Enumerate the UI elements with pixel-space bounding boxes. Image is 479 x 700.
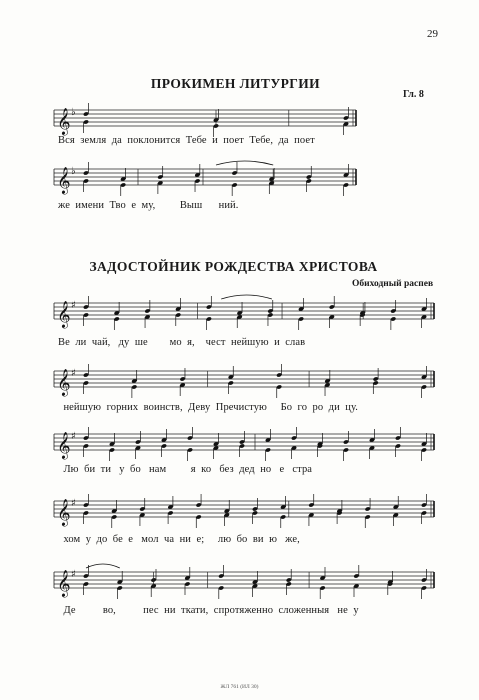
lyric-line-6: хом у до бе е мол ча ни е; лю бо ви ю же, [58,534,300,545]
svg-text:♯: ♯ [71,367,76,379]
svg-text:♯: ♯ [71,497,76,509]
lyric-line-7: Де во, пес ни ткати, спротяженно сложенныя не у [58,605,359,616]
staff-line-5 [54,428,434,460]
staff-line-6 [54,495,434,527]
lyric-line-4: нейшую горних воинств, Деву Пречистую Бо го ро ди цу. [58,402,359,413]
staff-line-4 [54,365,434,397]
footer-code: ЖЛ 761 (ИЛ 30) [220,684,259,690]
staff-line-2 [54,163,356,193]
page-number: 29 [427,28,438,40]
svg-text:𝄞: 𝄞 [57,370,71,396]
svg-text:𝄞: 𝄞 [57,433,71,459]
staff-line-3 [54,297,434,329]
staff-line-1 [54,104,356,134]
svg-text:𝄞: 𝄞 [57,168,71,194]
svg-text:𝄞: 𝄞 [57,109,71,135]
svg-text:♯: ♯ [71,568,76,580]
svg-text:♭: ♭ [71,165,76,177]
lyric-line-1: Вся земля да поклонится Тебе и поет Тебе, да поет [58,135,315,146]
lyric-line-5: Лю би ти у бо нам я ко без дед но е стра [58,464,313,475]
chant-label: Обиходный распев [352,279,434,289]
section-title-zadostoinik: ЗАДОСТОЙНИК РОЖДЕСТВА ХРИСТОВА [89,259,378,274]
lyric-line-2: же имени Тво е му, Выш ний. [58,200,239,211]
staff-line-7 [54,566,434,598]
svg-text:𝄞: 𝄞 [57,571,71,597]
svg-text:𝄞: 𝄞 [57,500,71,526]
mode-label: Гл. 8 [403,89,424,100]
svg-text:♭: ♭ [71,106,76,118]
lyric-line-3: Ве ли чай, ду ше мо я, чест нейшую и слав [58,337,306,348]
svg-text:♯: ♯ [71,299,76,311]
svg-text:𝄞: 𝄞 [57,302,71,328]
section-title-prokimen: ПРОКИМЕН ЛИТУРГИИ [150,76,321,91]
svg-text:♯: ♯ [71,430,76,442]
